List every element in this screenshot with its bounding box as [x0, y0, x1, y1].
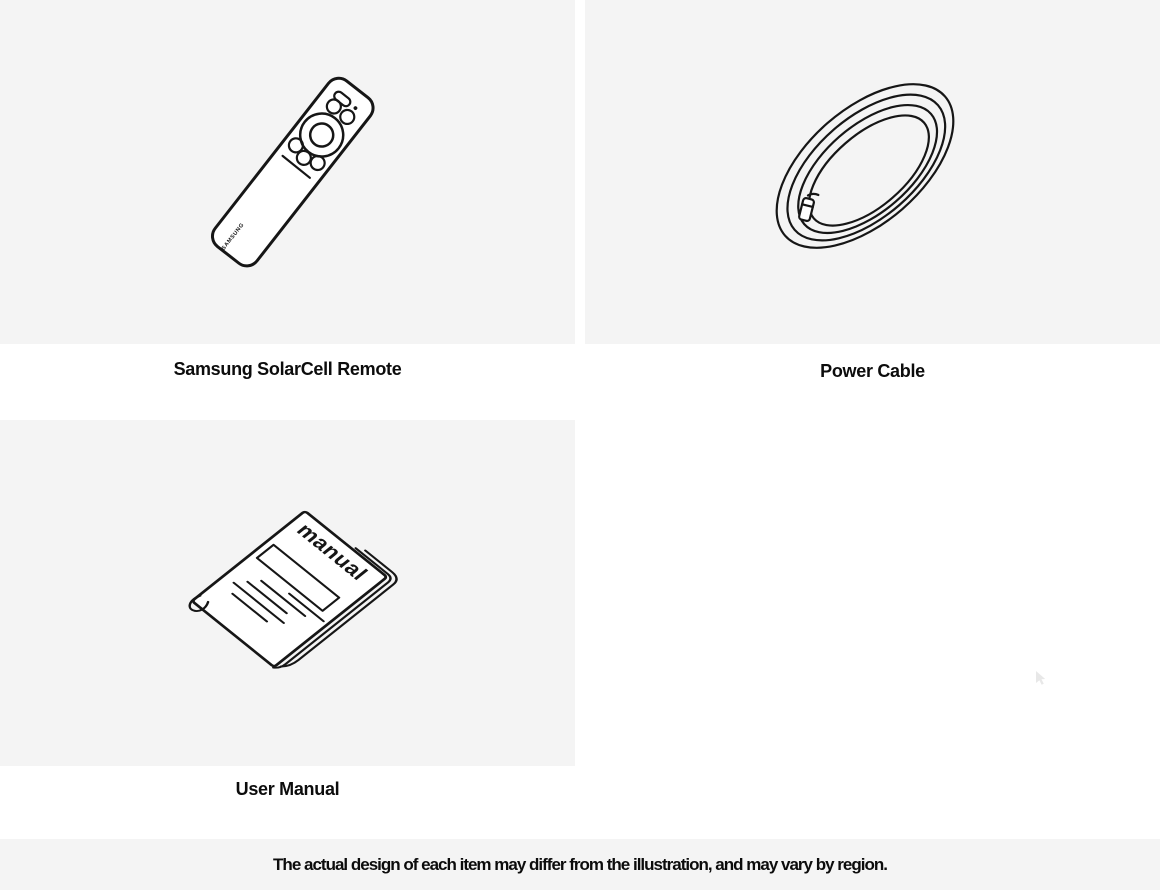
- item-label-power-cable: Power Cable: [820, 361, 925, 381]
- power-cable-illustration: [585, 0, 1160, 344]
- item-label-user-manual: User Manual: [235, 779, 340, 799]
- cable-plug: [799, 191, 819, 222]
- mouse-cursor-icon: [1035, 671, 1048, 687]
- user-manual-illustration: [0, 420, 575, 766]
- footer-note-text: The actual design of each item may differ from the illustration, and may vary by region.: [273, 854, 887, 874]
- manual-cover-text: manual: [291, 518, 374, 585]
- solarcell-remote-illustration: [0, 0, 575, 344]
- item-cell-user-manual: [0, 420, 575, 766]
- remote-brand-text: SAMSUNG: [220, 222, 246, 252]
- item-label-remote: Samsung SolarCell Remote: [173, 359, 402, 379]
- footer-note-bar: [0, 839, 1160, 890]
- item-cell-remote: [0, 0, 575, 344]
- item-cell-power-cable: [585, 0, 1160, 344]
